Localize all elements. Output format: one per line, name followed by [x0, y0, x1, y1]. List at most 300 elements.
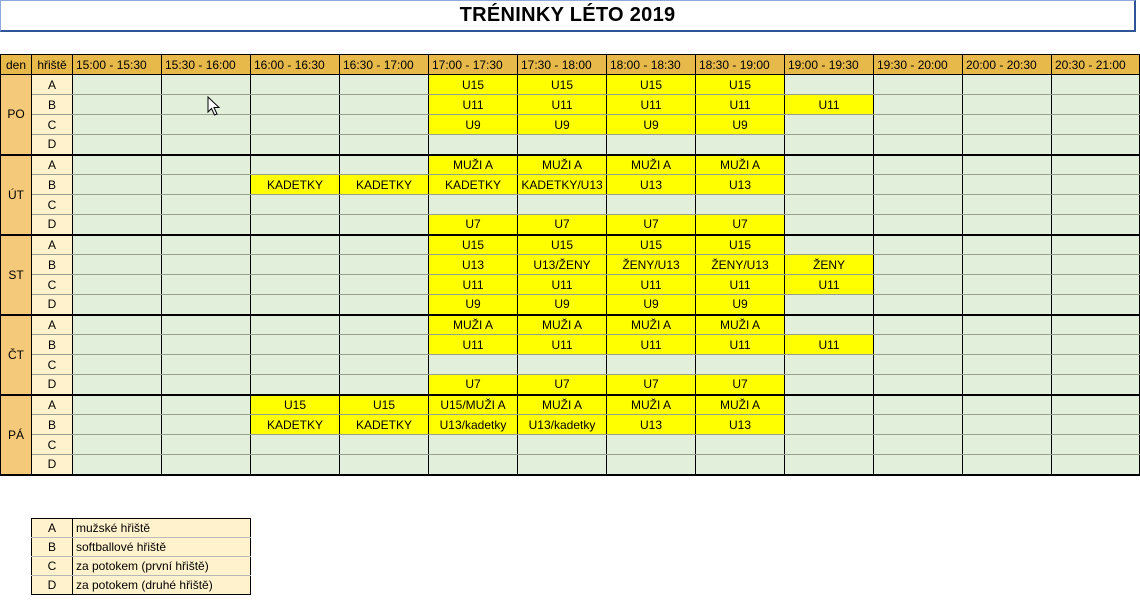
empty-cell[interactable]: [963, 275, 1052, 295]
empty-cell[interactable]: [518, 135, 607, 155]
court-cell[interactable]: A: [32, 395, 73, 415]
empty-cell[interactable]: [251, 215, 340, 235]
court-cell[interactable]: C: [32, 195, 73, 215]
empty-cell[interactable]: [73, 215, 162, 235]
training-cell[interactable]: U13/kadetky: [429, 415, 518, 435]
empty-cell[interactable]: [162, 295, 251, 315]
empty-cell[interactable]: [251, 115, 340, 135]
empty-cell[interactable]: [518, 435, 607, 455]
training-cell[interactable]: MUŽI A: [696, 155, 785, 175]
empty-cell[interactable]: [1052, 135, 1140, 155]
empty-cell[interactable]: [1052, 355, 1140, 375]
empty-cell[interactable]: [340, 75, 429, 95]
table-row: [1, 395, 1140, 415]
empty-cell[interactable]: [162, 415, 251, 435]
court-cell[interactable]: B: [32, 335, 73, 355]
training-cell[interactable]: U15: [340, 395, 429, 415]
training-cell[interactable]: U13: [607, 415, 696, 435]
empty-cell[interactable]: [162, 195, 251, 215]
training-cell[interactable]: U11: [607, 275, 696, 295]
empty-cell[interactable]: [162, 455, 251, 475]
empty-cell[interactable]: [73, 235, 162, 255]
empty-cell[interactable]: [963, 355, 1052, 375]
empty-cell[interactable]: [251, 355, 340, 375]
empty-cell[interactable]: [1052, 455, 1140, 475]
empty-cell[interactable]: [251, 375, 340, 395]
training-cell[interactable]: U15: [696, 75, 785, 95]
training-cell[interactable]: U7: [429, 215, 518, 235]
empty-cell[interactable]: [963, 335, 1052, 355]
empty-cell[interactable]: [340, 295, 429, 315]
empty-cell[interactable]: [963, 435, 1052, 455]
empty-cell[interactable]: [251, 455, 340, 475]
training-cell[interactable]: U7: [696, 375, 785, 395]
training-cell[interactable]: U11: [785, 95, 874, 115]
court-cell[interactable]: A: [32, 315, 73, 335]
training-cell[interactable]: U7: [518, 375, 607, 395]
training-cell[interactable]: U11: [696, 95, 785, 115]
empty-cell[interactable]: [340, 275, 429, 295]
header-hriste[interactable]: hřiště: [32, 55, 73, 75]
training-cell[interactable]: U15: [429, 75, 518, 95]
empty-cell[interactable]: [607, 355, 696, 375]
training-cell[interactable]: MUŽI A: [696, 395, 785, 415]
empty-cell[interactable]: [340, 135, 429, 155]
training-cell[interactable]: MUŽI A: [429, 315, 518, 335]
training-cell[interactable]: U9: [429, 115, 518, 135]
empty-cell[interactable]: [963, 375, 1052, 395]
day-cell[interactable]: PÁ: [1, 395, 32, 475]
empty-cell[interactable]: [696, 135, 785, 155]
training-cell[interactable]: KADETKY: [251, 175, 340, 195]
empty-cell[interactable]: [1052, 235, 1140, 255]
empty-cell[interactable]: [73, 255, 162, 275]
empty-cell[interactable]: [162, 135, 251, 155]
empty-cell[interactable]: [874, 255, 963, 275]
table-row: [1, 315, 1140, 335]
empty-cell[interactable]: [429, 435, 518, 455]
empty-cell[interactable]: [73, 195, 162, 215]
mouse-pointer-icon: [207, 96, 221, 116]
training-cell[interactable]: U9: [429, 295, 518, 315]
table-row: [1, 195, 1140, 215]
court-cell[interactable]: B: [32, 175, 73, 195]
training-cell[interactable]: U7: [607, 375, 696, 395]
training-cell[interactable]: U13/kadetky: [518, 415, 607, 435]
empty-cell[interactable]: [73, 355, 162, 375]
training-cell[interactable]: MUŽI A: [607, 395, 696, 415]
empty-cell[interactable]: [251, 75, 340, 95]
sheet-title-box[interactable]: [0, 0, 1136, 32]
training-cell[interactable]: U11: [696, 335, 785, 355]
empty-cell[interactable]: [162, 75, 251, 95]
empty-cell[interactable]: [73, 395, 162, 415]
empty-cell[interactable]: [251, 135, 340, 155]
training-cell[interactable]: KADETKY: [340, 175, 429, 195]
empty-cell[interactable]: [251, 195, 340, 215]
empty-cell[interactable]: [251, 255, 340, 275]
empty-cell[interactable]: [963, 235, 1052, 255]
empty-cell[interactable]: [251, 275, 340, 295]
training-cell[interactable]: U9: [518, 115, 607, 135]
empty-cell[interactable]: [963, 155, 1052, 175]
empty-cell[interactable]: [162, 95, 251, 115]
empty-cell[interactable]: [963, 95, 1052, 115]
training-cell[interactable]: U13: [696, 175, 785, 195]
empty-cell[interactable]: [874, 335, 963, 355]
empty-cell[interactable]: [785, 295, 874, 315]
empty-cell[interactable]: [874, 355, 963, 375]
training-cell[interactable]: U9: [607, 115, 696, 135]
training-cell[interactable]: MUŽI A: [518, 395, 607, 415]
empty-cell[interactable]: [874, 415, 963, 435]
empty-cell[interactable]: [73, 95, 162, 115]
empty-cell[interactable]: [518, 455, 607, 475]
table-row: [1, 375, 1140, 395]
training-cell[interactable]: MUŽI A: [607, 315, 696, 335]
empty-cell[interactable]: [963, 315, 1052, 335]
training-cell[interactable]: U11: [696, 275, 785, 295]
empty-cell[interactable]: [73, 415, 162, 435]
empty-cell[interactable]: [251, 335, 340, 355]
training-cell[interactable]: U11: [607, 95, 696, 115]
training-cell[interactable]: U15: [518, 235, 607, 255]
training-cell[interactable]: MUŽI A: [696, 315, 785, 335]
empty-cell[interactable]: [1052, 75, 1140, 95]
court-cell[interactable]: D: [32, 135, 73, 155]
empty-cell[interactable]: [1052, 415, 1140, 435]
empty-cell[interactable]: [251, 235, 340, 255]
day-cell[interactable]: PO: [1, 75, 32, 155]
empty-cell[interactable]: [1052, 95, 1140, 115]
empty-cell[interactable]: [1052, 115, 1140, 135]
day-cell[interactable]: ST: [1, 235, 32, 315]
empty-cell[interactable]: [429, 355, 518, 375]
empty-cell[interactable]: [874, 175, 963, 195]
court-cell[interactable]: B: [32, 415, 73, 435]
empty-cell[interactable]: [162, 235, 251, 255]
header-slot[interactable]: 19:00 - 19:30: [785, 55, 874, 75]
legend-key[interactable]: C: [32, 557, 73, 576]
legend-row: [32, 538, 251, 557]
empty-cell[interactable]: [785, 415, 874, 435]
training-cell[interactable]: U15: [429, 235, 518, 255]
empty-cell[interactable]: [696, 195, 785, 215]
header-slot[interactable]: 15:30 - 16:00: [162, 55, 251, 75]
empty-cell[interactable]: [429, 455, 518, 475]
table-row: [1, 335, 1140, 355]
empty-cell[interactable]: [1052, 435, 1140, 455]
training-cell[interactable]: U15/MUŽI A: [429, 395, 518, 415]
empty-cell[interactable]: [1052, 375, 1140, 395]
court-cell[interactable]: A: [32, 155, 73, 175]
legend-key[interactable]: A: [32, 519, 73, 538]
training-cell[interactable]: U15: [696, 235, 785, 255]
empty-cell[interactable]: [73, 155, 162, 175]
empty-cell[interactable]: [785, 215, 874, 235]
empty-cell[interactable]: [340, 195, 429, 215]
empty-cell[interactable]: [607, 195, 696, 215]
empty-cell[interactable]: [73, 275, 162, 295]
court-cell[interactable]: C: [32, 115, 73, 135]
empty-cell[interactable]: [874, 435, 963, 455]
training-cell[interactable]: ŽENY/U13: [696, 255, 785, 275]
header-slot[interactable]: 18:30 - 19:00: [696, 55, 785, 75]
empty-cell[interactable]: [1052, 335, 1140, 355]
empty-cell[interactable]: [963, 255, 1052, 275]
training-cell[interactable]: U9: [607, 295, 696, 315]
empty-cell[interactable]: [785, 435, 874, 455]
empty-cell[interactable]: [340, 455, 429, 475]
training-cell[interactable]: U11: [518, 95, 607, 115]
training-cell[interactable]: U7: [518, 215, 607, 235]
training-cell[interactable]: KADETKY: [251, 415, 340, 435]
legend-key[interactable]: D: [32, 576, 73, 595]
table-row: [1, 435, 1140, 455]
training-cell[interactable]: KADETKY: [340, 415, 429, 435]
empty-cell[interactable]: [785, 195, 874, 215]
empty-cell[interactable]: [874, 155, 963, 175]
empty-cell[interactable]: [1052, 395, 1140, 415]
empty-cell[interactable]: [518, 355, 607, 375]
legend-label[interactable]: za potokem (druhé hřiště): [73, 576, 251, 595]
day-cell[interactable]: ÚT: [1, 155, 32, 235]
training-cell[interactable]: MUŽI A: [607, 155, 696, 175]
court-cell[interactable]: B: [32, 95, 73, 115]
header-slot[interactable]: 20:00 - 20:30: [963, 55, 1052, 75]
training-cell[interactable]: U11: [518, 275, 607, 295]
empty-cell[interactable]: [429, 195, 518, 215]
header-slot[interactable]: 17:00 - 17:30: [429, 55, 518, 75]
empty-cell[interactable]: [1052, 315, 1140, 335]
legend-label[interactable]: softballové hřiště: [73, 538, 251, 557]
court-cell[interactable]: D: [32, 375, 73, 395]
empty-cell[interactable]: [785, 355, 874, 375]
court-cell[interactable]: A: [32, 235, 73, 255]
empty-cell[interactable]: [340, 435, 429, 455]
empty-cell[interactable]: [963, 75, 1052, 95]
empty-cell[interactable]: [874, 455, 963, 475]
empty-cell[interactable]: [874, 275, 963, 295]
court-cell[interactable]: C: [32, 435, 73, 455]
empty-cell[interactable]: [73, 115, 162, 135]
empty-cell[interactable]: [963, 395, 1052, 415]
empty-cell[interactable]: [162, 335, 251, 355]
training-cell[interactable]: MUŽI A: [518, 315, 607, 335]
empty-cell[interactable]: [874, 235, 963, 255]
empty-cell[interactable]: [251, 315, 340, 335]
empty-cell[interactable]: [874, 295, 963, 315]
empty-cell[interactable]: [73, 455, 162, 475]
empty-cell[interactable]: [785, 375, 874, 395]
legend-key[interactable]: B: [32, 538, 73, 557]
training-cell[interactable]: U11: [607, 335, 696, 355]
empty-cell[interactable]: [785, 135, 874, 155]
empty-cell[interactable]: [340, 235, 429, 255]
training-cell[interactable]: U7: [607, 215, 696, 235]
empty-cell[interactable]: [340, 255, 429, 275]
empty-cell[interactable]: [73, 375, 162, 395]
empty-cell[interactable]: [874, 75, 963, 95]
training-cell[interactable]: ŽENY/U13: [607, 255, 696, 275]
court-cell[interactable]: D: [32, 295, 73, 315]
empty-cell[interactable]: [162, 175, 251, 195]
empty-cell[interactable]: [874, 215, 963, 235]
empty-cell[interactable]: [73, 135, 162, 155]
training-cell[interactable]: U9: [696, 115, 785, 135]
training-cell[interactable]: U13: [607, 175, 696, 195]
empty-cell[interactable]: [251, 295, 340, 315]
empty-cell[interactable]: [785, 395, 874, 415]
training-cell[interactable]: U7: [429, 375, 518, 395]
empty-cell[interactable]: [785, 235, 874, 255]
empty-cell[interactable]: [963, 195, 1052, 215]
header-slot[interactable]: 16:30 - 17:00: [340, 55, 429, 75]
training-cell[interactable]: U9: [696, 295, 785, 315]
empty-cell[interactable]: [696, 355, 785, 375]
training-cell[interactable]: ŽENY: [785, 255, 874, 275]
legend-label[interactable]: mužské hřiště: [73, 519, 251, 538]
empty-cell[interactable]: [1052, 155, 1140, 175]
court-cell[interactable]: D: [32, 455, 73, 475]
training-cell[interactable]: U13/ŽENY: [518, 255, 607, 275]
training-cell[interactable]: U11: [429, 335, 518, 355]
header-slot[interactable]: 17:30 - 18:00: [518, 55, 607, 75]
training-cell[interactable]: KADETKY/U13: [518, 175, 607, 195]
empty-cell[interactable]: [340, 115, 429, 135]
empty-cell[interactable]: [73, 335, 162, 355]
court-cell[interactable]: A: [32, 75, 73, 95]
empty-cell[interactable]: [963, 455, 1052, 475]
training-cell[interactable]: U11: [429, 275, 518, 295]
table-row: [1, 75, 1140, 95]
empty-cell[interactable]: [340, 355, 429, 375]
empty-cell[interactable]: [1052, 215, 1140, 235]
training-cell[interactable]: U15: [607, 235, 696, 255]
empty-cell[interactable]: [785, 115, 874, 135]
empty-cell[interactable]: [696, 435, 785, 455]
empty-cell[interactable]: [874, 95, 963, 115]
empty-cell[interactable]: [963, 135, 1052, 155]
empty-cell[interactable]: [785, 155, 874, 175]
empty-cell[interactable]: [162, 215, 251, 235]
empty-cell[interactable]: [162, 315, 251, 335]
empty-cell[interactable]: [162, 255, 251, 275]
court-cell[interactable]: C: [32, 275, 73, 295]
empty-cell[interactable]: [785, 315, 874, 335]
empty-cell[interactable]: [874, 195, 963, 215]
empty-cell[interactable]: [518, 195, 607, 215]
empty-cell[interactable]: [874, 395, 963, 415]
empty-cell[interactable]: [162, 435, 251, 455]
court-cell[interactable]: C: [32, 355, 73, 375]
training-cell[interactable]: KADETKY: [429, 175, 518, 195]
empty-cell[interactable]: [251, 155, 340, 175]
header-den[interactable]: den: [1, 55, 32, 75]
empty-cell[interactable]: [73, 175, 162, 195]
empty-cell[interactable]: [1052, 275, 1140, 295]
empty-cell[interactable]: [963, 415, 1052, 435]
training-cell[interactable]: U13: [429, 255, 518, 275]
training-cell[interactable]: U9: [518, 295, 607, 315]
empty-cell[interactable]: [1052, 175, 1140, 195]
empty-cell[interactable]: [162, 355, 251, 375]
empty-cell[interactable]: [607, 455, 696, 475]
empty-cell[interactable]: [251, 435, 340, 455]
empty-cell[interactable]: [251, 95, 340, 115]
empty-cell[interactable]: [963, 295, 1052, 315]
schedule-body: [1, 75, 1140, 475]
training-cell[interactable]: U11: [785, 275, 874, 295]
empty-cell[interactable]: [874, 375, 963, 395]
header-slot[interactable]: 15:00 - 15:30: [73, 55, 162, 75]
empty-cell[interactable]: [429, 135, 518, 155]
header-slot[interactable]: 20:30 - 21:00: [1052, 55, 1140, 75]
empty-cell[interactable]: [1052, 255, 1140, 275]
table-row: [1, 135, 1140, 155]
empty-cell[interactable]: [696, 455, 785, 475]
empty-cell[interactable]: [162, 275, 251, 295]
training-cell[interactable]: U15: [607, 75, 696, 95]
empty-cell[interactable]: [785, 175, 874, 195]
empty-cell[interactable]: [340, 155, 429, 175]
empty-cell[interactable]: [340, 95, 429, 115]
header-slot[interactable]: 18:00 - 18:30: [607, 55, 696, 75]
empty-cell[interactable]: [162, 375, 251, 395]
training-cell[interactable]: U7: [696, 215, 785, 235]
empty-cell[interactable]: [162, 155, 251, 175]
court-cell[interactable]: B: [32, 255, 73, 275]
empty-cell[interactable]: [607, 135, 696, 155]
empty-cell[interactable]: [162, 115, 251, 135]
empty-cell[interactable]: [785, 455, 874, 475]
training-cell[interactable]: MUŽI A: [429, 155, 518, 175]
empty-cell[interactable]: [607, 435, 696, 455]
empty-cell[interactable]: [340, 215, 429, 235]
empty-cell[interactable]: [874, 115, 963, 135]
empty-cell[interactable]: [340, 315, 429, 335]
legend-label[interactable]: za potokem (první hřiště): [73, 557, 251, 576]
header-slot[interactable]: 19:30 - 20:00: [874, 55, 963, 75]
empty-cell[interactable]: [963, 115, 1052, 135]
empty-cell[interactable]: [340, 375, 429, 395]
training-cell[interactable]: U15: [251, 395, 340, 415]
header-slot[interactable]: 16:00 - 16:30: [251, 55, 340, 75]
training-cell[interactable]: MUŽI A: [518, 155, 607, 175]
empty-cell[interactable]: [963, 175, 1052, 195]
empty-cell[interactable]: [874, 135, 963, 155]
empty-cell[interactable]: [340, 335, 429, 355]
empty-cell[interactable]: [963, 215, 1052, 235]
training-cell[interactable]: U15: [518, 75, 607, 95]
empty-cell[interactable]: [73, 295, 162, 315]
training-cell[interactable]: U11: [785, 335, 874, 355]
empty-cell[interactable]: [73, 435, 162, 455]
empty-cell[interactable]: [874, 315, 963, 335]
empty-cell[interactable]: [73, 315, 162, 335]
empty-cell[interactable]: [1052, 195, 1140, 215]
day-cell[interactable]: ČT: [1, 315, 32, 395]
empty-cell[interactable]: [1052, 295, 1140, 315]
table-row: [1, 155, 1140, 175]
training-cell[interactable]: U11: [429, 95, 518, 115]
empty-cell[interactable]: [73, 75, 162, 95]
training-cell[interactable]: U13: [696, 415, 785, 435]
empty-cell[interactable]: [162, 395, 251, 415]
training-cell[interactable]: U11: [518, 335, 607, 355]
empty-cell[interactable]: [785, 75, 874, 95]
court-cell[interactable]: D: [32, 215, 73, 235]
